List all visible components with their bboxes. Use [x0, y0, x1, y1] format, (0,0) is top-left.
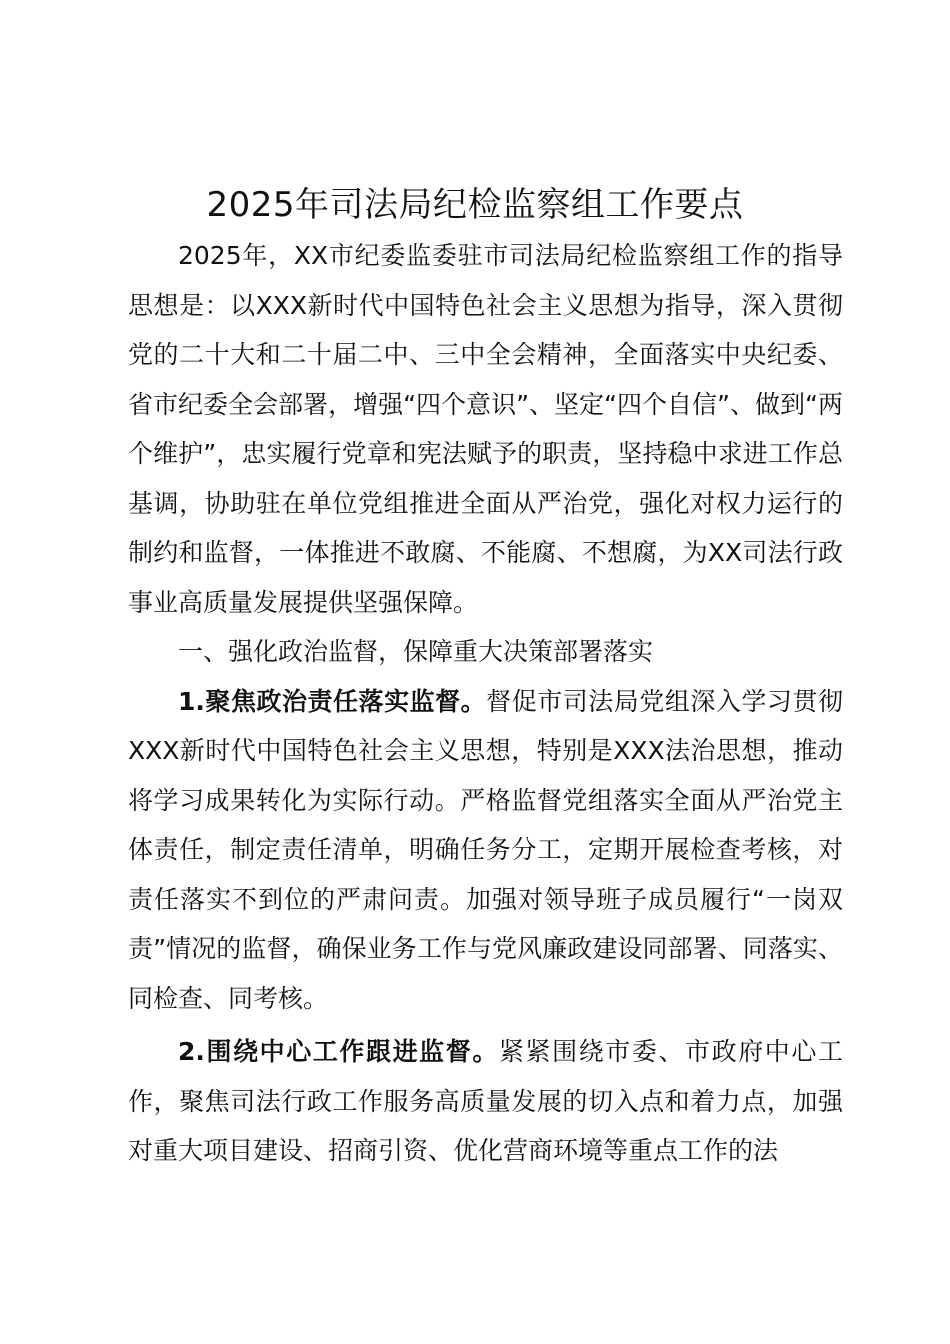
- section-item-1: [128, 677, 843, 1024]
- section-item-2: [128, 1027, 843, 1176]
- section-item-1-text: 督促市司法局党组深入学习贯彻XXX新时代中国特色社会主义思想，特别是XXX法治思想，推动将学习成果转化为实际行动。严格监督党组落实全面从严治党主体责任，制定责任清单，明确任务分工，定期开展检查考核，对责任落实不到位的严肃问责。加强对领导班子成员履行“一岗双责”情况的监督，确保业务工作与党风廉政建设同部署、同落实、同检查、同考核。: [128, 686, 843, 1013]
- document-title: 2025年司法局纪检监察组工作要点: [206, 185, 744, 225]
- section-item-1-lead: 1.聚焦政治责任落实监督。: [178, 686, 487, 716]
- section-item-2-text: 紧紧围绕市委、市政府中心工作，聚焦司法行政工作服务高质量发展的切入点和着力点，加强对重大项目建设、招商引资、优化营商环境等重点工作的法: [128, 1037, 843, 1165]
- section-item-2-lead: 2.围绕中心工作跟进监督。: [178, 1037, 499, 1066]
- document-body: [128, 231, 843, 1176]
- section-heading: 一、强化政治监督，保障重大决策部署落实: [178, 637, 654, 666]
- intro-paragraph: 2025年，XX市纪委监委驻市司法局纪检监察组工作的指导思想是：以XXX新时代中国特色社会主义思想为指导，深入贯彻党的二十大和二十届二中、三中全会精神，全面落实中央纪委、省市纪委全会部署，增强“四个意识”、坚定“四个自信”、做到“两个维护”，忠实履行党章和宪法赋予的职责，坚持稳中求进工作总基调，协助驻在单位党组推进全面从严治党，强化对权力运行的制约和监督，一体推进不敢腐、不能腐、不想腐，为XX司法行政事业高质量发展提供坚强保障。: [128, 241, 843, 617]
